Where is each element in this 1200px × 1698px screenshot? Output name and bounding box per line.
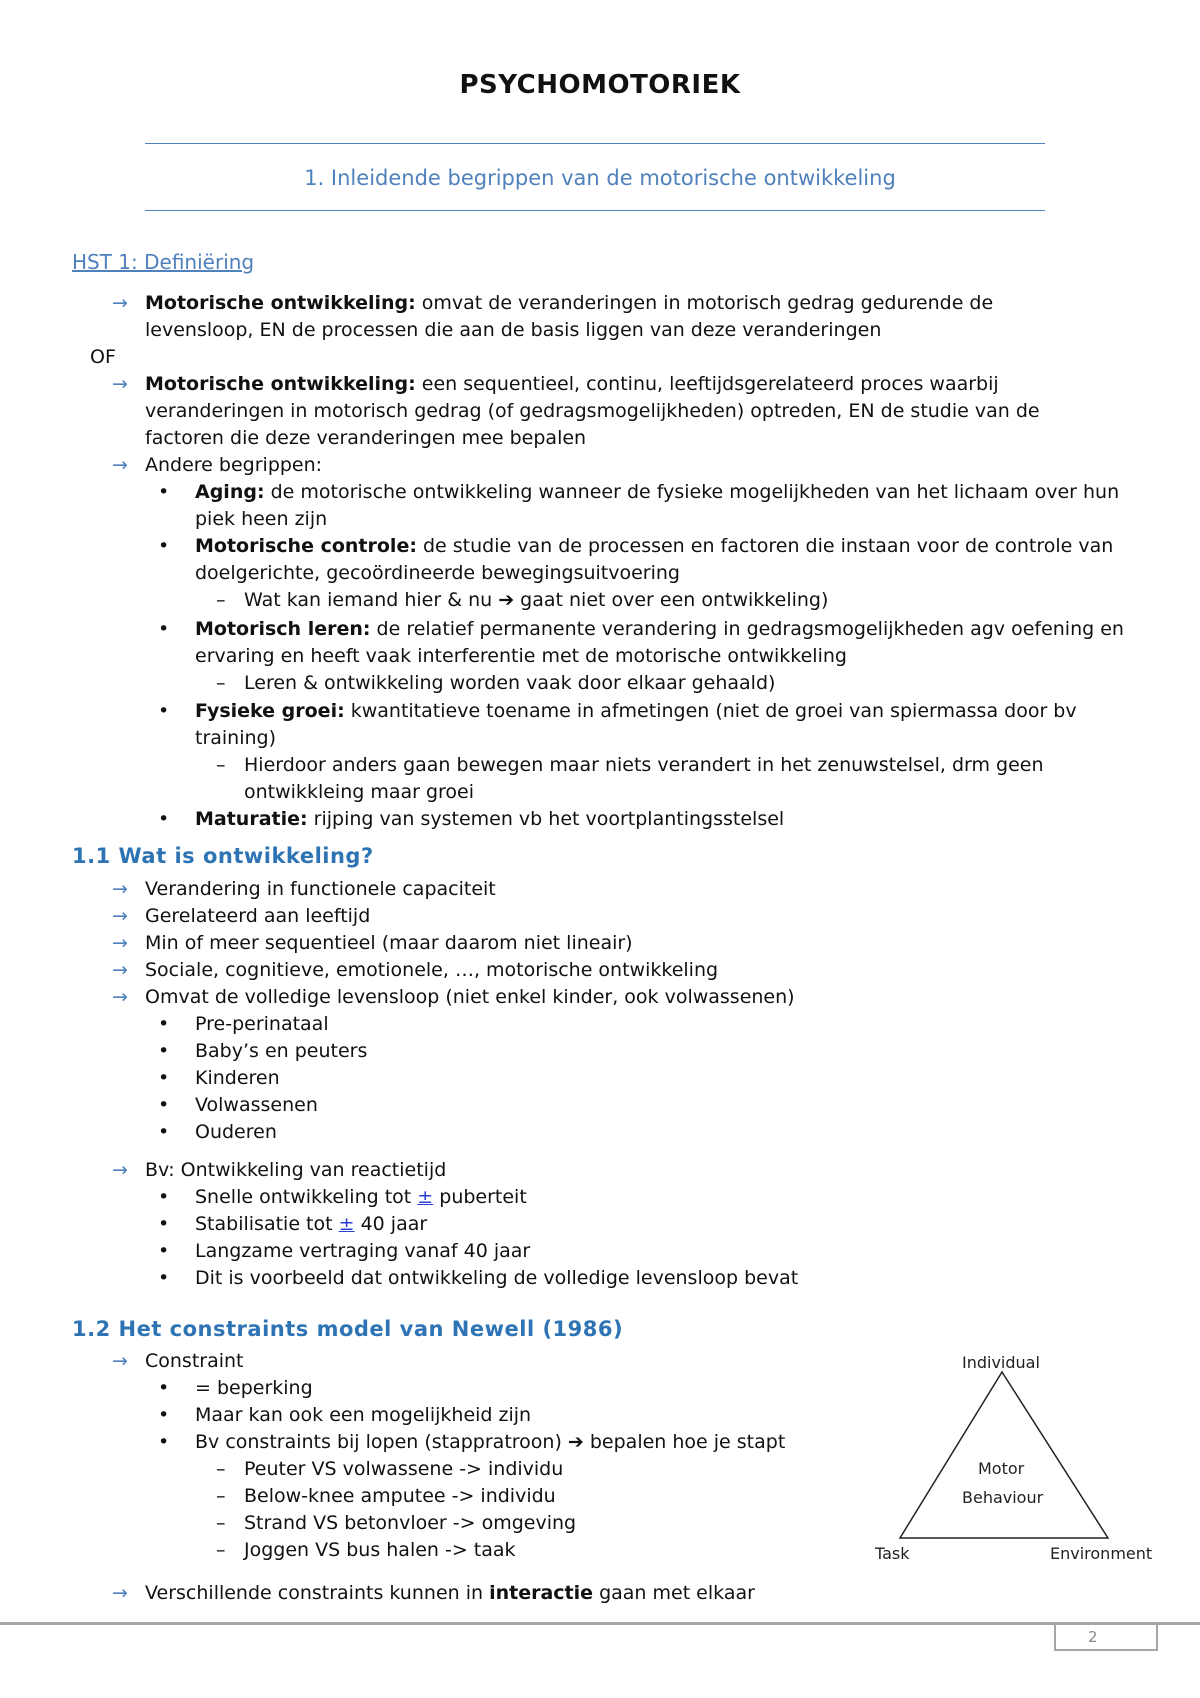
diagram-label-environment: Environment: [1050, 1544, 1153, 1563]
life-stage: Pre-perinataal: [195, 1013, 329, 1035]
life-stage: Baby’s en peuters: [195, 1040, 368, 1062]
definition-2: Motorische ontwikkeling: een sequentieel, continu, leeftijdsgerelateerd proces waarbij: [145, 373, 999, 395]
example-item: Stabilisatie tot ± 40 jaar: [195, 1213, 428, 1235]
dash-icon: –: [216, 1512, 226, 1534]
term-aging: Aging: de motorische ontwikkeling wanneer de fysieke mogelijkheden van het lichaam over hun: [195, 481, 1120, 503]
arrow-right-icon: →: [112, 905, 128, 927]
constraint-example: Below-knee amputee -> individu: [244, 1485, 556, 1507]
arrow-right-icon: →: [112, 1159, 128, 1181]
bullet-icon: •: [158, 1267, 170, 1289]
life-stage: Volwassenen: [195, 1094, 318, 1116]
constraint-item: = beperking: [195, 1377, 313, 1399]
bullet-icon: •: [158, 1094, 170, 1116]
bullet-icon: •: [158, 1013, 170, 1035]
page-number-box: [1054, 1622, 1158, 1651]
bullet-icon: •: [158, 700, 170, 722]
bullet-icon: •: [158, 1186, 170, 1208]
diagram-label-motor: Motor: [978, 1459, 1025, 1478]
definition-2-cont: factoren die deze veranderingen mee bepalen: [145, 427, 587, 449]
motor-learning-note: Leren & ontwikkeling worden vaak door elkaar gehaald): [244, 672, 776, 694]
physical-growth-note-cont: ontwikkleing maar groei: [244, 781, 475, 803]
definition-1-cont: levensloop, EN de processen die aan de basis liggen van deze veranderingen: [145, 319, 882, 341]
chapter-rule-top: [145, 143, 1045, 144]
term-maturation: Maturatie: rijping van systemen vb het voortplantingsstelsel: [195, 808, 785, 830]
term-motor-control-cont: doelgerichte, gecoördineerde bewegingsuitvoering: [195, 562, 680, 584]
constraint-item: Maar kan ook een mogelijkheid zijn: [195, 1404, 532, 1426]
constraints-interaction: Verschillende constraints kunnen in interactie gaan met elkaar: [145, 1582, 755, 1604]
term-aging-cont: piek heen zijn: [195, 508, 328, 530]
bullet-icon: •: [158, 1431, 170, 1453]
bullet-icon: •: [158, 1040, 170, 1062]
term-motor-learning: Motorisch leren: de relatief permanente verandering in gedragsmogelijkheden agv oefening en: [195, 618, 1124, 640]
motor-control-note: Wat kan iemand hier & nu ➔ gaat niet over een ontwikkeling): [244, 589, 829, 611]
bullet-icon: •: [158, 481, 170, 503]
bullet-icon: •: [158, 1121, 170, 1143]
list-item: Omvat de volledige levensloop (niet enkel kinder, ook volwassenen): [145, 986, 795, 1008]
arrow-right-icon: →: [112, 959, 128, 981]
section-heading-1-1: 1.1 Wat is ontwikkeling?: [72, 844, 374, 868]
bullet-icon: •: [158, 1213, 170, 1235]
bullet-icon: •: [158, 535, 170, 557]
bullet-icon: •: [158, 1240, 170, 1262]
term-physical-growth-cont: training): [195, 727, 277, 749]
definition-1: Motorische ontwikkeling: omvat de veranderingen in motorisch gedrag gedurende de: [145, 292, 994, 314]
term-motor-control: Motorische controle: de studie van de processen en factoren die instaan voor de controle van: [195, 535, 1114, 557]
section-heading-1-2: 1.2 Het constraints model van Newell (1986): [72, 1317, 624, 1341]
footer-rule: [0, 1622, 1200, 1625]
diagram-label-individual: Individual: [962, 1353, 1040, 1372]
diagram-label-task: Task: [875, 1544, 910, 1563]
dash-icon: –: [216, 1458, 226, 1480]
arrow-right-icon: →: [112, 454, 128, 476]
hst-heading: HST 1: Definiëring: [72, 250, 255, 274]
bullet-icon: •: [158, 1377, 170, 1399]
dash-icon: –: [216, 1485, 226, 1507]
constraint-label: Constraint: [145, 1350, 244, 1372]
example-item: Dit is voorbeeld dat ontwikkeling de volledige levensloop bevat: [195, 1267, 799, 1289]
arrow-right-icon: →: [112, 1582, 128, 1604]
arrow-right-icon: →: [112, 932, 128, 954]
example-item: Snelle ontwikkeling tot ± puberteit: [195, 1186, 527, 1208]
list-item: Verandering in functionele capaciteit: [145, 878, 496, 900]
dash-icon: –: [216, 754, 226, 776]
term-motor-learning-cont: ervaring en heeft vaak interferentie met de motorische ontwikkeling: [195, 645, 847, 667]
diagram-label-behaviour: Behaviour: [962, 1488, 1044, 1507]
dash-icon: –: [216, 589, 226, 611]
page-number: 2: [1088, 1628, 1098, 1646]
definition-2-cont: veranderingen in motorisch gedrag (of gedragsmogelijkheden) optreden, EN de studie van de: [145, 400, 1040, 422]
list-item: Sociale, cognitieve, emotionele, …, motorische ontwikkeling: [145, 959, 719, 981]
chapter-rule-bottom: [145, 210, 1045, 211]
bullet-icon: •: [158, 618, 170, 640]
chapter-title: 1. Inleidende begrippen van de motorische ontwikkeling: [304, 166, 896, 190]
arrow-right-icon: →: [112, 986, 128, 1008]
arrow-right-icon: →: [112, 292, 128, 314]
example-label: Bv: Ontwikkeling van reactietijd: [145, 1159, 447, 1181]
list-item: Min of meer sequentieel (maar daarom niet lineair): [145, 932, 633, 954]
example-item: Langzame vertraging vanaf 40 jaar: [195, 1240, 531, 1262]
arrow-right-icon: →: [112, 878, 128, 900]
dash-icon: –: [216, 1539, 226, 1561]
dash-icon: –: [216, 672, 226, 694]
document-title: PSYCHOMOTORIEK: [459, 70, 741, 100]
arrow-right-icon: →: [112, 373, 128, 395]
list-item: Gerelateerd aan leeftijd: [145, 905, 371, 927]
other-terms-label: Andere begrippen:: [145, 454, 323, 476]
constraint-item: Bv constraints bij lopen (stappratroon) ➔ bepalen hoe je stapt: [195, 1431, 786, 1453]
bullet-icon: •: [158, 1067, 170, 1089]
or-label: OF: [90, 346, 116, 368]
physical-growth-note: Hierdoor anders gaan bewegen maar niets verandert in het zenuwstelsel, drm geen: [244, 754, 1044, 776]
arrow-right-icon: →: [112, 1350, 128, 1372]
constraint-example: Joggen VS bus halen -> taak: [244, 1539, 516, 1561]
life-stage: Ouderen: [195, 1121, 277, 1143]
term-physical-growth: Fysieke groei: kwantitatieve toename in afmetingen (niet de groei van spiermassa door bv: [195, 700, 1077, 722]
newell-constraints-diagram: [870, 1345, 1170, 1575]
bullet-icon: •: [158, 808, 170, 830]
constraint-example: Peuter VS volwassene -> individu: [244, 1458, 564, 1480]
bullet-icon: •: [158, 1404, 170, 1426]
constraint-example: Strand VS betonvloer -> omgeving: [244, 1512, 577, 1534]
life-stage: Kinderen: [195, 1067, 280, 1089]
